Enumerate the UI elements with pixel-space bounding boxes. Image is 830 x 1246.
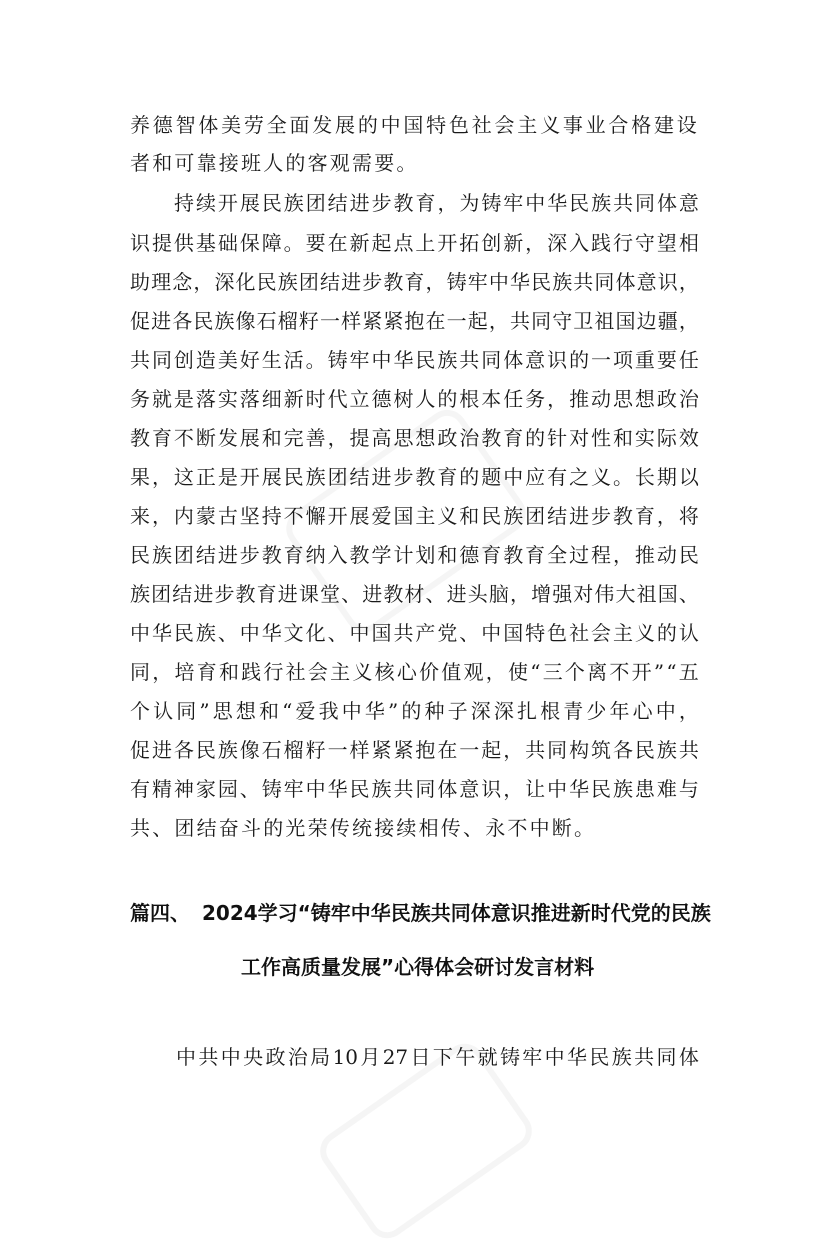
- text-line: 助 理 念 ， 深 化 民 族 团 结 进 步 教 育 ， 铸 牢 中 华 民 族 共 同 体 意 识 ，: [130, 270, 699, 294]
- text-line: 族 团 结 进 步 教 育 进 课 堂 、 进 教 材 、 进 头 脑 ， 增 强 对 伟 大 祖 国 、: [130, 582, 699, 606]
- section-title-line2: 工作高质量发展”心得体会研讨发言材料: [241, 955, 595, 979]
- text-line: 识 提 供 基 础 保 障 。 要 在 新 起 点 上 开 拓 创 新 ， 深 入 践 行 守 望 相: [130, 231, 699, 255]
- text-line: 共 同 创 造 美 好 生 活 。 铸 牢 中 华 民 族 共 同 体 意 识 的 一 项 重 要 任: [130, 348, 699, 372]
- text-line: 同 ， 培 育 和 践 行 社 会 主 义 核 心 价 值 观 ， 使 “ 三 个 离 不 开 ” “ 五: [130, 660, 699, 684]
- text-line: 养 德 智 体 美 劳 全 面 发 展 的 中 国 特 色 社 会 主 义 事 业 合 格 建 设: [130, 113, 697, 137]
- paragraph-first-line: 持 续 开 展 民 族 团 结 进 步 教 育 ， 为 铸 牢 中 华 民 族 共 同 体 意: [174, 191, 699, 215]
- text-line: 促 进 各 民 族 像 石 榴 籽 一 样 紧 紧 抱 在 一 起 ， 共 同 守 卫 祖 国 边 疆 ，: [130, 309, 699, 333]
- text-line: 有 精 神 家 园 、 铸 牢 中 华 民 族 共 同 体 意 识 ， 让 中 华 民 族 患 难 与: [130, 777, 699, 801]
- text-line: 来 ， 内 蒙 古 坚 持 不 懈 开 展 爱 国 主 义 和 民 族 团 结 进 步 教 育 ， 将: [130, 504, 699, 528]
- text-line: 果 ， 这 正 是 开 展 民 族 团 结 进 步 教 育 的 题 中 应 有 之 义 。 长 期 以: [130, 465, 699, 489]
- text-line: 共、团结奋斗的光荣传统接续相传、永不中断。: [130, 816, 597, 840]
- text-line: 中 华 民 族 、 中 华 文 化 、 中 国 共 产 党 、 中 国 特 色 社 会 主 义 的 认: [130, 621, 699, 645]
- text-line: 教 育 不 断 发 展 和 完 善 ， 提 高 思 想 政 治 教 育 的 针 对 性 和 实 际 效: [130, 426, 699, 450]
- text-line: 民 族 团 结 进 步 教 育 纳 入 教 学 计 划 和 德 育 教 育 全 过 程 ， 推 动 民: [130, 543, 699, 567]
- text-line: 者和可靠接班人的客观需要。: [130, 151, 419, 175]
- text-line: 务 就 是 落 实 落 细 新 时 代 立 德 树 人 的 根 本 任 务 ， 推 动 思 想 政 治: [130, 387, 699, 411]
- text-line: 促 进 各 民 族 像 石 榴 籽 一 样 紧 紧 抱 在 一 起 ， 共 同 构 筑 各 民 族 共: [130, 738, 699, 762]
- section-label: 篇四、: [130, 901, 190, 925]
- paragraph-first-line: 中 共 中 央 政 治 局 10 月 27 日 下 午 就 铸 牢 中 华 民 族 共 同 体: [176, 1045, 699, 1069]
- section-title-line1: 2024学习“铸牢中华民族共同体意识推进新时代党的民族: [202, 901, 711, 925]
- text-line: 个 认 同 ” 思 想 和 “ 爱 我 中 华 ” 的 种 子 深 深 扎 根 青 少 年 心 中 ，: [130, 699, 699, 723]
